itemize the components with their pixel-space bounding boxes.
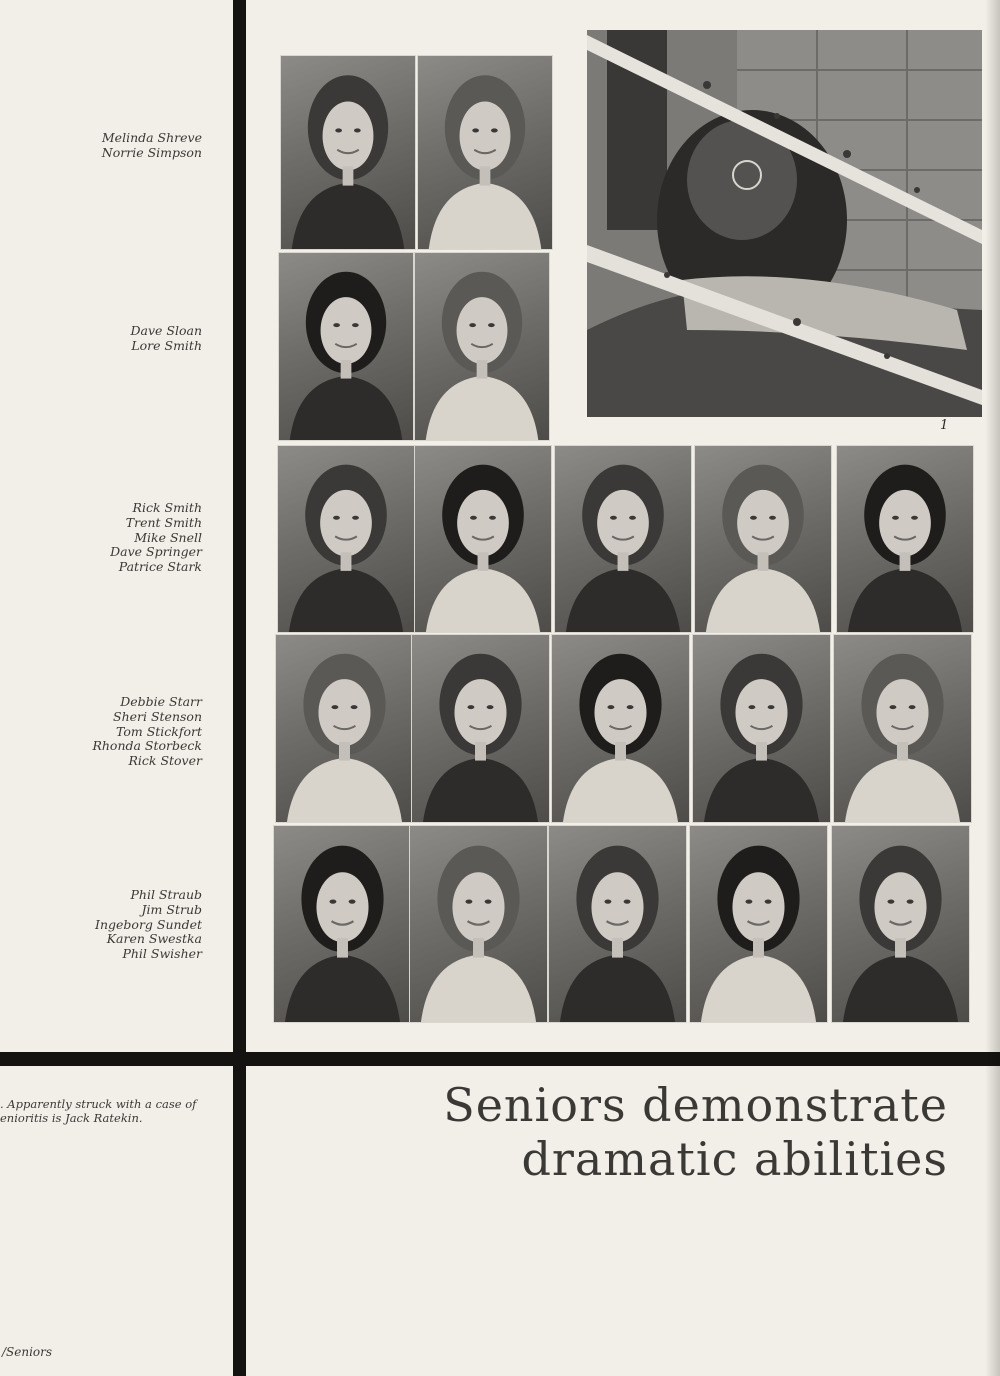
page-folio: /Seniors bbox=[2, 1345, 53, 1359]
student-name: Phil Swisher bbox=[122, 946, 202, 962]
senior-portrait bbox=[409, 825, 548, 1023]
headline-line: Seniors demonstrate bbox=[443, 1078, 948, 1132]
student-name: Sheri Stenson bbox=[113, 708, 202, 724]
senior-portrait bbox=[692, 634, 831, 823]
senior-portrait bbox=[273, 825, 412, 1023]
student-name: Phil Straub bbox=[130, 887, 202, 902]
student-name: Debbie Starr bbox=[120, 694, 202, 709]
student-name: Mike Snell bbox=[134, 529, 202, 545]
student-name: Rick Smith bbox=[132, 500, 202, 515]
horizontal-divider-rule bbox=[0, 1052, 1000, 1066]
senior-portrait bbox=[414, 445, 552, 633]
caption-line: . Apparently struck with a case of bbox=[0, 1097, 197, 1111]
student-name: Karen Swestka bbox=[106, 931, 202, 947]
student-name: Rick Stover bbox=[128, 753, 202, 769]
student-name: Dave Springer bbox=[110, 544, 202, 560]
senior-portrait bbox=[548, 825, 687, 1023]
senior-portrait bbox=[551, 634, 690, 823]
student-name: Melinda Shreve bbox=[101, 130, 202, 145]
caption-line: enioritis is Jack Ratekin. bbox=[0, 1111, 143, 1125]
student-name: Ingeborg Sundet bbox=[95, 916, 202, 932]
student-name: Lore Smith bbox=[131, 337, 202, 353]
student-name: Trent Smith bbox=[125, 514, 202, 530]
photo-caption bbox=[0, 1097, 210, 1125]
senior-portrait bbox=[275, 634, 414, 823]
senior-portrait bbox=[694, 445, 832, 633]
names-group-4 bbox=[92, 695, 202, 769]
senior-portrait bbox=[417, 55, 553, 250]
senior-portrait bbox=[836, 445, 974, 633]
names-group-1 bbox=[102, 131, 202, 161]
student-name: Tom Stickfort bbox=[115, 723, 202, 739]
student-name: Norrie Simpson bbox=[101, 144, 202, 160]
senior-portrait bbox=[414, 252, 550, 441]
senior-portrait bbox=[411, 634, 550, 823]
headline-line: dramatic abilities bbox=[521, 1132, 948, 1186]
senior-portrait bbox=[278, 252, 414, 441]
student-name: Dave Sloan bbox=[130, 323, 202, 338]
senior-portrait bbox=[277, 445, 415, 633]
candid-photo bbox=[587, 30, 982, 417]
names-group-5 bbox=[95, 888, 202, 962]
vertical-divider-rule bbox=[233, 0, 246, 1376]
senior-portrait bbox=[831, 825, 970, 1023]
senior-portrait bbox=[280, 55, 416, 250]
photo-number: 1 bbox=[940, 418, 949, 433]
student-name: Jim Strub bbox=[141, 901, 202, 917]
names-group-2 bbox=[131, 324, 203, 354]
page-headline bbox=[443, 1078, 948, 1186]
senior-portrait bbox=[689, 825, 828, 1023]
student-name: Rhonda Storbeck bbox=[92, 738, 202, 754]
senior-portrait bbox=[554, 445, 692, 633]
names-group-3 bbox=[110, 501, 202, 575]
page-edge-shadow bbox=[985, 0, 1000, 1376]
senior-portrait bbox=[833, 634, 972, 823]
student-name: Patrice Stark bbox=[118, 559, 202, 575]
